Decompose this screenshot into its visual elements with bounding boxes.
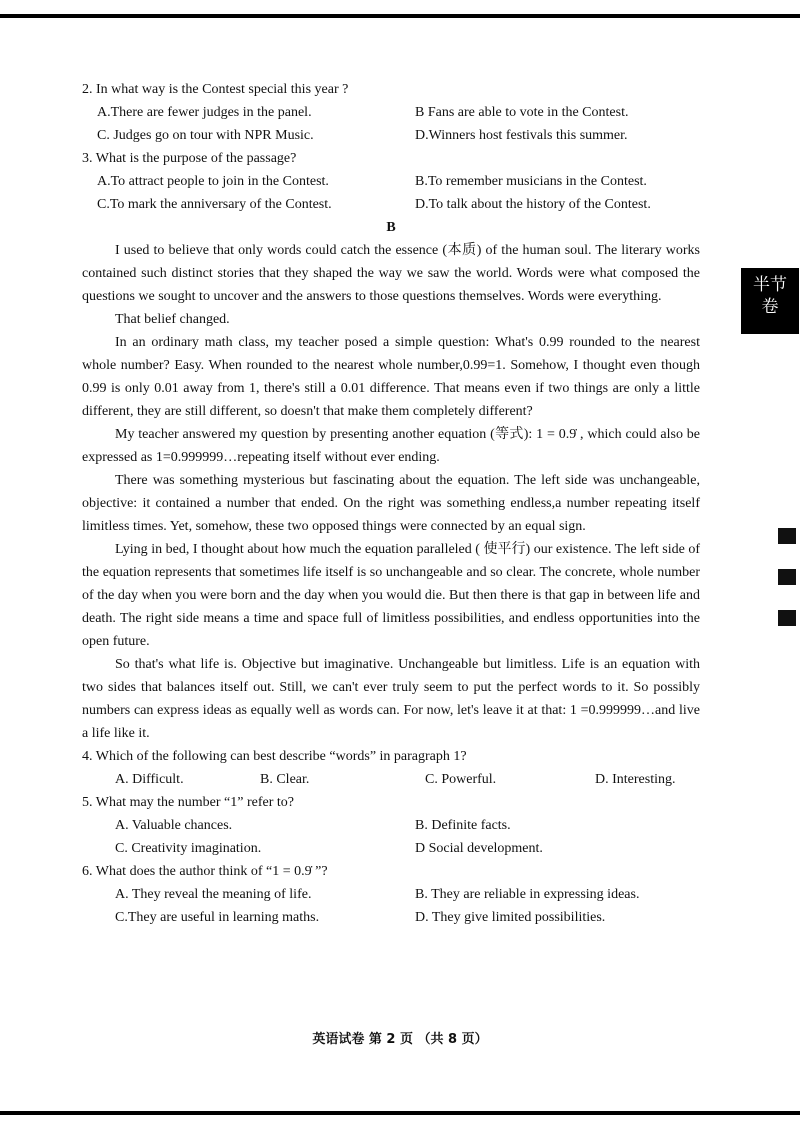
option: D.Winners host festivals this summer. — [415, 128, 628, 143]
question-3-options — [82, 170, 700, 216]
page-footer: 英语试卷 第 2 页 （共 8 页） — [312, 1032, 488, 1047]
passage-paragraph: In an ordinary math class, my teacher posed a simple question: What's 0.99 rounded to the nearest whole number? Easy. When rounded to the nearest whole number,0.99=1. Somehow, I thought even though 0.99 is only 0.01 away from 1, there's still a 0.01 difference. That means even if two things are only a little different, they are still different, so doesn't that make them completely different? — [82, 335, 700, 419]
option: C. Powerful. — [425, 772, 497, 787]
option: C. Judges go on tour with NPR Music. — [97, 128, 314, 143]
option: B.To remember musicians in the Contest. — [415, 174, 647, 189]
option: B Fans are able to vote in the Contest. — [415, 105, 629, 120]
option: D. They give limited possibilities. — [415, 910, 606, 925]
exam-page-content — [82, 78, 700, 929]
option: C.They are useful in learning maths. — [115, 910, 320, 925]
question-4-options — [82, 768, 700, 791]
passage-paragraph: That belief changed. — [115, 312, 230, 327]
side-tab-line-2: 卷 — [761, 297, 779, 317]
option: D Social development. — [415, 841, 543, 856]
option: A. They reveal the meaning of life. — [115, 887, 312, 902]
question-4-stem: 4. Which of the following can best describe “words” in paragraph 1? — [82, 749, 467, 764]
top-border-rule — [0, 14, 800, 18]
option: D. Interesting. — [595, 772, 676, 787]
passage-paragraph: There was something mysterious but fascinating about the equation. The left side was unchangeable, objective: it contained a number that ended. On the right was something endless,a number repeating itself limitless times. Yet, somehow, these two opposed things were connected by an equal sign. — [82, 473, 700, 534]
question-5-stem: 5. What may the number “1” refer to? — [82, 795, 294, 810]
scan-mark — [778, 569, 796, 585]
scan-mark — [778, 610, 796, 626]
option: A.To attract people to join in the Contest. — [97, 174, 329, 189]
side-tab-label — [741, 268, 799, 334]
passage-paragraph: Lying in bed, I thought about how much the equation paralleled ( 使平行) our existence. The left side of the equation represents that sometimes life itself is so unchangeable and so clear. The concrete, whole number of the day when you were born and the day when you would die. But then there is that gap in between life and death. The right side means a time and space full of limitless possibilities, and endless opportunities into the open future. — [82, 542, 700, 649]
option: B. They are reliable in expressing ideas. — [415, 887, 640, 902]
option: C. Creativity imagination. — [115, 841, 262, 856]
section-label: B — [386, 220, 396, 235]
option: B. Clear. — [260, 772, 310, 787]
bottom-border-rule — [0, 1111, 800, 1115]
option: A. Difficult. — [115, 772, 184, 787]
question-2-options — [82, 101, 700, 147]
question-2-stem: 2. In what way is the Contest special this year ? — [82, 82, 349, 97]
passage-paragraph: So that's what life is. Objective but imaginative. Unchangeable but limitless. Life is an equation with two sides that balances itself out. Still, we can't ever truly seem to put the perfect words to it. So possibly numbers can express ideas as equally well as words can. For now, let's leave it at that: 1 =0.999999…and live a life like it. — [82, 657, 700, 741]
question-6-options — [82, 883, 700, 929]
question-6-stem: 6. What does the author think of “1 = 0.9̇ ”? — [82, 864, 328, 879]
question-3-stem: 3. What is the purpose of the passage? — [82, 151, 297, 166]
passage-paragraph: I used to believe that only words could catch the essence (本质) of the human soul. The literary works contained such distinct stories that they shaped the way we saw the world. Words were what composed the questions we sought to uncover and the answers to those questions themselves. Words were everything. — [82, 243, 700, 304]
option: D.To talk about the history of the Contest. — [415, 197, 651, 212]
option: C.To mark the anniversary of the Contest. — [97, 197, 332, 212]
scan-mark — [778, 528, 796, 544]
passage-paragraph: My teacher answered my question by presenting another equation (等式): 1 = 0.9̇ , which could also be expressed as 1=0.999999…repeating itself without ever ending. — [82, 427, 700, 465]
question-5-options — [82, 814, 700, 860]
option: A.There are fewer judges in the panel. — [97, 105, 312, 120]
option: B. Definite facts. — [415, 818, 511, 833]
side-tab-line-1: 半节 — [753, 275, 787, 295]
option: A. Valuable chances. — [115, 818, 233, 833]
